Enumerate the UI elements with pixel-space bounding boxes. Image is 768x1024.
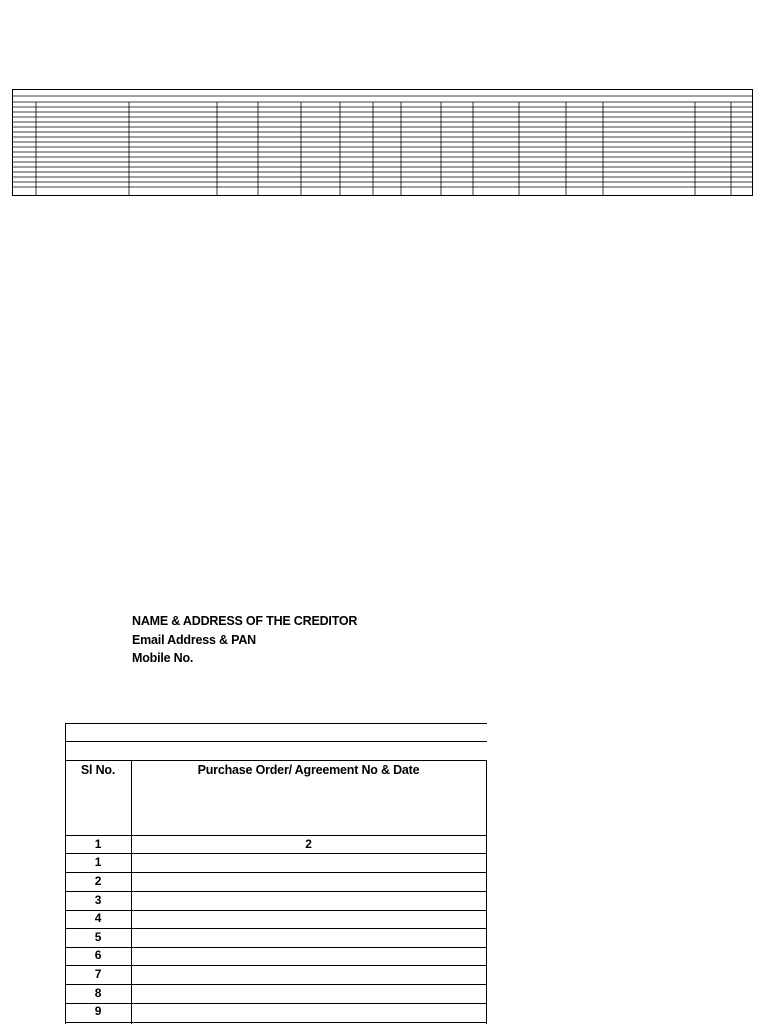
row-sl-number: 6 <box>94 948 102 962</box>
column-number-po: 2 <box>305 837 312 851</box>
row-sl-number: 3 <box>94 893 102 907</box>
table-right-border <box>486 760 487 1024</box>
blank-grid-lines <box>13 90 752 195</box>
table-title-border-mid <box>65 741 487 742</box>
row-sl-number: 2 <box>94 874 102 888</box>
blank-grid-thumbnail <box>12 89 753 196</box>
table-title-border-top <box>65 723 487 724</box>
creditor-email-pan-label: Email Address & PAN <box>132 632 257 647</box>
purchase-order-table <box>65 723 487 1024</box>
creditor-name-address-label: NAME & ADDRESS OF THE CREDITOR <box>132 614 358 628</box>
row-sl-number: 7 <box>94 967 102 981</box>
row-border <box>65 1022 487 1023</box>
creditor-details <box>132 612 357 668</box>
row-sl-number: 1 <box>94 855 102 869</box>
row-sl-number: 8 <box>94 986 102 1000</box>
row-sl-number: 9 <box>94 1004 102 1018</box>
creditor-mobile-label: Mobile No. <box>132 651 194 665</box>
column-number-sl: 1 <box>94 837 102 851</box>
header-purchase-order: Purchase Order/ Agreement No & Date <box>197 763 420 777</box>
row-sl-number: 5 <box>94 930 102 944</box>
header-sl-no: Sl No. <box>80 763 116 777</box>
table-col-divider <box>131 760 132 1024</box>
row-sl-number: 4 <box>94 911 102 925</box>
